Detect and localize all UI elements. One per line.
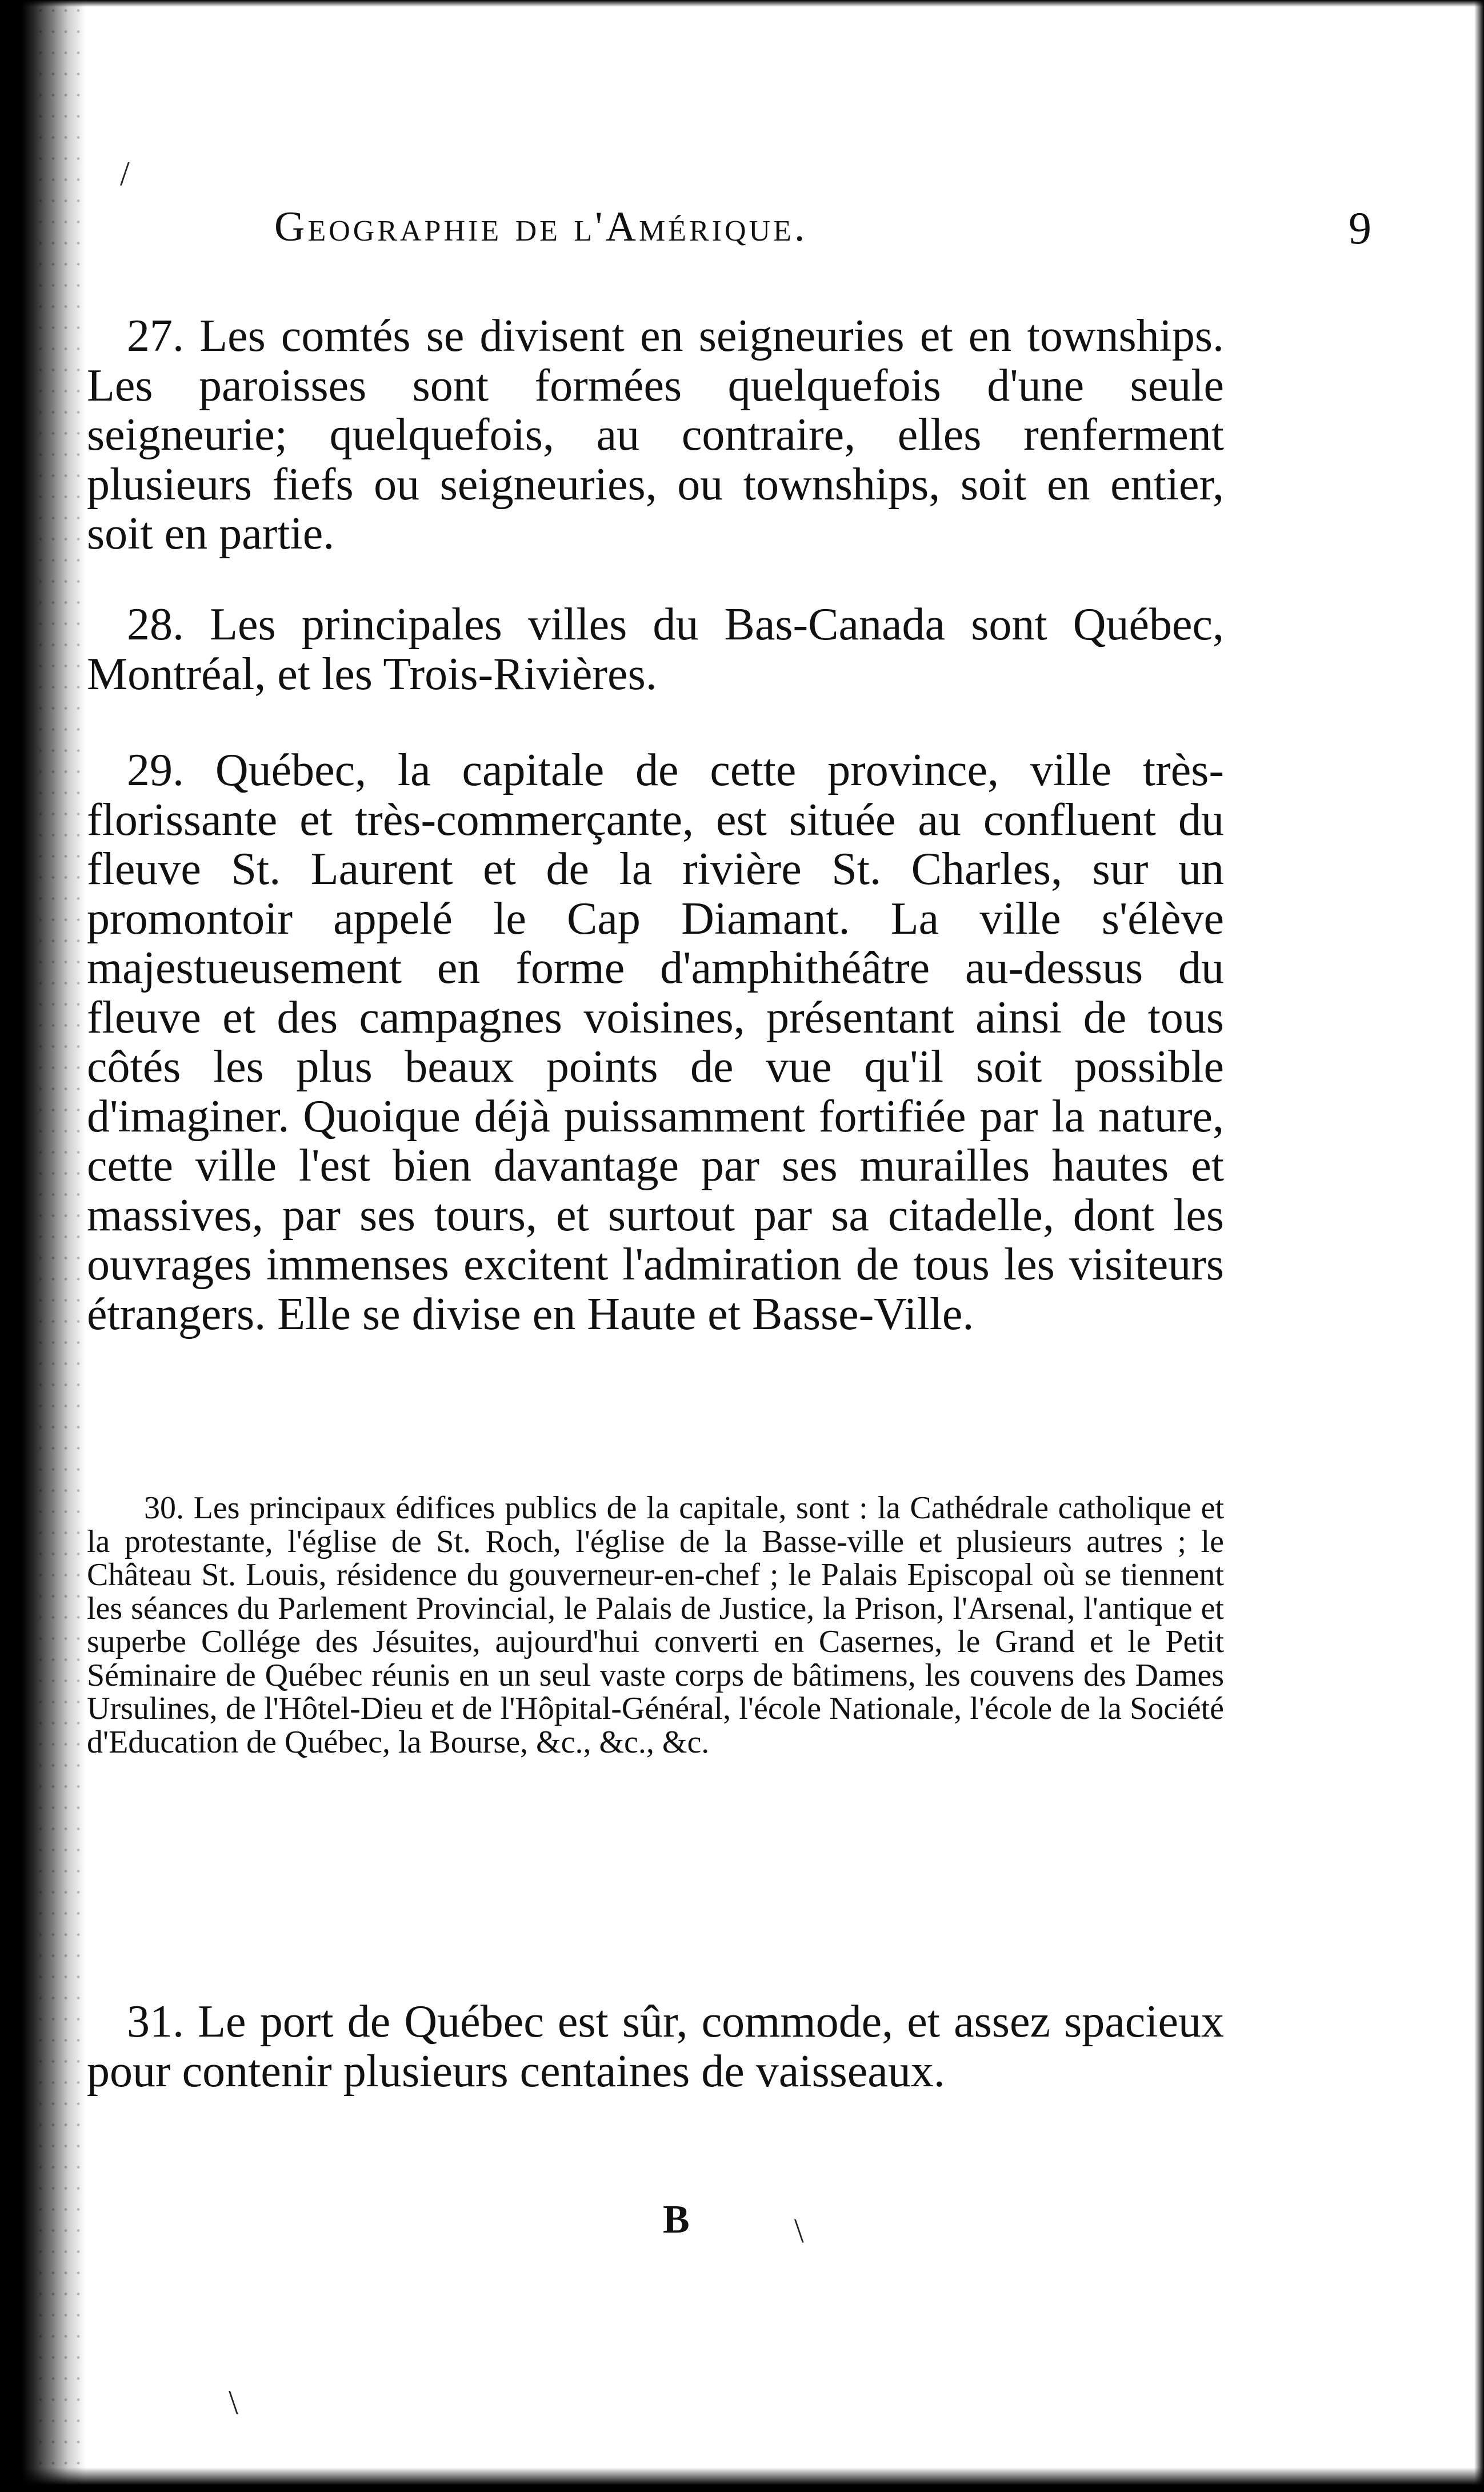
paragraph-text: 27. Les comtés se divisent en seigneuries et en townships. Les paroisses sont formées quelquefois d'une seule seigneurie; quelquefois, au contraire, elles renferment plusieurs fiefs ou seigneuries, ou townships, soit en entier, soit en partie. [87,311,1224,559]
paragraph-30 [87,1491,1224,1759]
page-number: 9 [1349,203,1371,254]
stray-ink-mark: / [120,155,130,193]
stray-ink-mark: \ [229,2383,238,2421]
right-edge-shadow [1474,0,1484,2492]
top-edge-shadow [0,0,1484,7]
gutter-specks [34,0,86,2492]
signature-mark: B [663,2198,690,2242]
paragraph-text: 28. Les principales villes du Bas-Canada sont Québec, Montréal, et les Trois-Rivières. [87,599,1224,699]
paragraph-text: 30. Les principaux édifices publics de la capitale, sont : la Cathédrale catholique et la protestante, l'église de St. Roch, l'église de la Basse-ville et plusieurs autres ; le Château St. Louis, résidence du gouverneur-en-chef ; le Palais Episcopal où se tiennent les séances du Parlement Provincial, le Palais de Justice, la Prison, l'Arsenal, l'antique et superbe Collége des Jésuites, aujourd'hui converti en Casernes, le Grand et le Petit Séminaire de Québec réunis en un seul vaste corps de bâtimens, les couvens des Dames Ursulines, de l'Hôtel-Dieu et de l'Hôpital-Général, l'école Nationale, l'école de la Société d'Education de Québec, la Bourse, &c., &c., &c. [87,1490,1224,1760]
page-header [274,203,1371,271]
paragraph-text: 29. Québec, la capitale de cette province, ville très-florissante et très-commerçante, est située au confluent du fleuve St. Laurent et de la rivière St. Charles, sur un promontoir appelé le Cap Diamant. La ville s'élève majestueusement en forme d'amphithéâtre au-dessus du fleuve et des campagnes voisines, présentant ainsi de tous côtés les plus beaux points de vue qu'il soit possible d'imaginer. Quoique déjà puissamment fortifiée par la nature, cette ville l'est bien davantage par ses murailles hautes et massives, par ses tours, et surtout par sa citadelle, dont les ouvrages immenses excitent l'admiration de tous les visiteurs étrangers. Elle se divise en Haute et Basse-Ville. [87,745,1224,1339]
paragraph-28 [87,600,1224,699]
paragraph-31 [87,1997,1224,2096]
bottom-edge-shadow [0,2467,1484,2492]
paragraph-29 [87,746,1224,1339]
running-head: Geographie de l'Amérique. [274,203,808,250]
paragraph-27 [87,311,1224,559]
stray-ink-mark: \ [794,2212,804,2250]
paragraph-text: 31. Le port de Québec est sûr, commode, et assez spacieux pour contenir plusieurs centaines de vaisseaux. [87,1997,1224,2097]
